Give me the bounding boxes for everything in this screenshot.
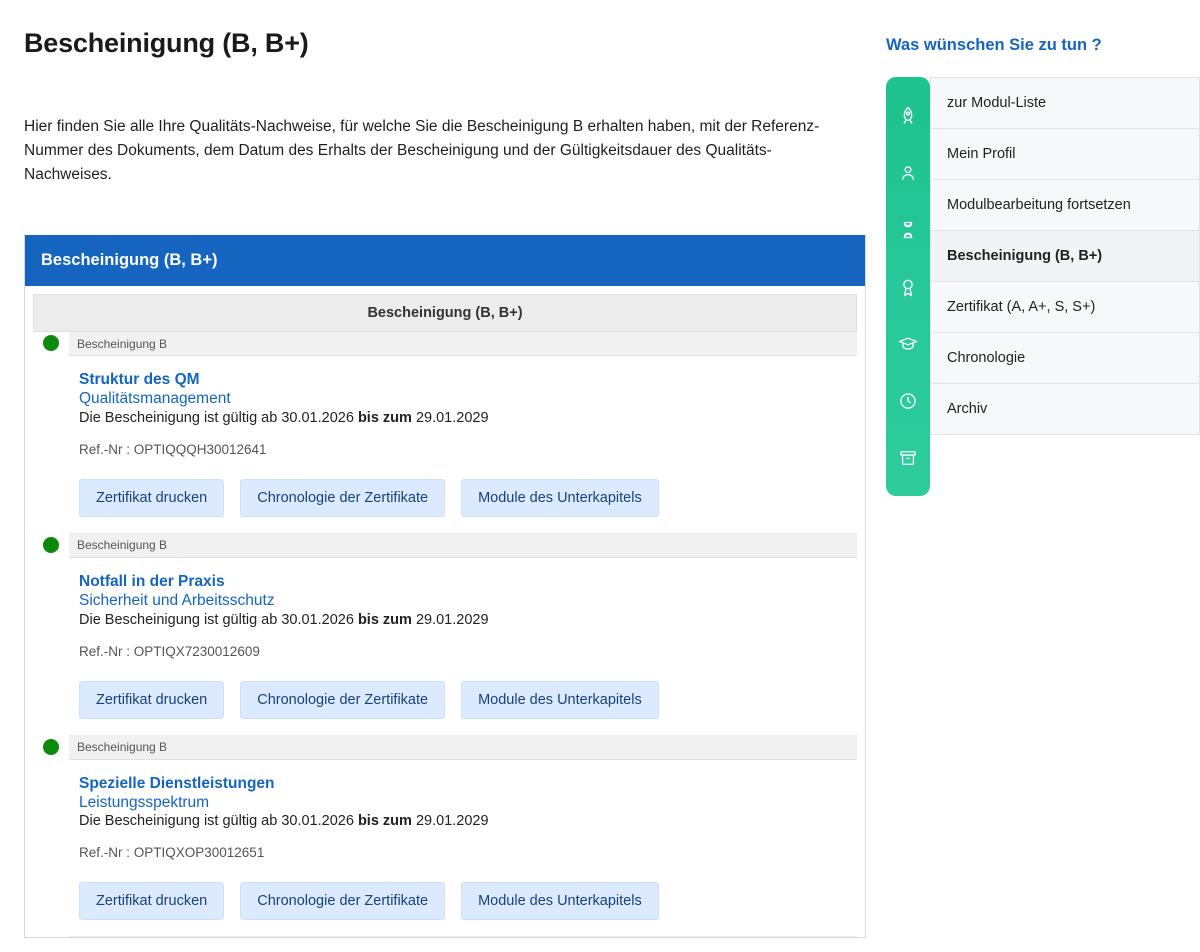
sidebar-item-archiv[interactable]: Archiv	[931, 384, 1199, 434]
validity-prefix: Die Bescheinigung ist gültig ab 30.01.2026	[79, 409, 354, 426]
certificate-validity	[79, 813, 847, 829]
certificate-chronology-button[interactable]: Chronologie der Zertifikate	[240, 479, 445, 517]
print-certificate-button[interactable]: Zertifikat drucken	[79, 479, 224, 517]
certificate-chronology-button[interactable]: Chronologie der Zertifikate	[240, 882, 445, 920]
sidebar-item-bescheinigung[interactable]: Bescheinigung (B, B+)	[931, 231, 1199, 282]
sidebar-title: Was wünschen Sie zu tun ?	[886, 36, 1102, 54]
sidebar-item-list	[930, 77, 1200, 435]
sidebar-menu	[886, 77, 1200, 496]
certificate-reference-number: Ref.-Nr : OPTIQX7230012609	[79, 643, 260, 659]
graduation-cap-icon[interactable]	[886, 315, 930, 372]
certificate-subtitle: Qualitätsmanagement	[79, 390, 231, 408]
sidebar-item-zertifikat[interactable]: Zertifikat (A, A+, S, S+)	[931, 282, 1199, 333]
hourglass-icon[interactable]	[886, 201, 930, 258]
panel-body	[25, 286, 865, 937]
certificate-content	[69, 356, 857, 534]
certificate-subtitle: Sicherheit und Arbeitsschutz	[79, 592, 275, 610]
subchapter-modules-button[interactable]: Module des Unterkapitels	[461, 882, 659, 920]
user-icon[interactable]	[886, 144, 930, 201]
certificate-reference-number: Ref.-Nr : OPTIQXOP30012651	[79, 845, 265, 861]
page-intro-text: Hier finden Sie alle Ihre Qualitäts-Nachweise, für welche Sie die Bescheinigung B erhalten haben, mit der Referenz-Nummer des Dokuments, dem Datum des Erhalts der Bescheinigung und der Gültigkeitsdauer des Qualitäts-Nachweises.	[24, 118, 820, 184]
certificate-actions	[79, 882, 847, 920]
certificates-panel	[24, 235, 866, 938]
certificate-reference-number: Ref.-Nr : OPTIQQQH30012641	[79, 441, 267, 457]
sidebar-item-mein-profil[interactable]: Mein Profil	[931, 129, 1199, 180]
validity-mid: bis zum	[357, 409, 412, 426]
certificate-title: Spezielle Dienstleistungen	[79, 774, 275, 792]
certificate-status-row	[69, 534, 857, 558]
page-title: Bescheinigung (B, B+)	[24, 28, 309, 58]
certificate-content	[69, 760, 857, 938]
status-badge: Bescheinigung B	[77, 336, 168, 351]
validity-prefix: Die Bescheinigung ist gültig ab 30.01.2026	[79, 813, 354, 830]
validity-end: 29.01.2029	[415, 409, 489, 426]
medal-icon[interactable]	[886, 258, 930, 315]
certificate-item	[33, 736, 857, 938]
certificate-status-row	[69, 736, 857, 760]
panel-header: Bescheinigung (B, B+)	[25, 235, 865, 286]
certificate-item	[33, 332, 857, 534]
certificate-title: Struktur des QM	[79, 371, 200, 389]
subchapter-modules-button[interactable]: Module des Unterkapitels	[461, 681, 659, 719]
certificate-validity	[79, 612, 847, 628]
print-certificate-button[interactable]: Zertifikat drucken	[79, 882, 224, 920]
panel-subheader: Bescheinigung (B, B+)	[33, 294, 857, 332]
sidebar	[886, 0, 1200, 496]
sidebar-item-chronologie[interactable]: Chronologie	[931, 333, 1199, 384]
status-badge: Bescheinigung B	[77, 740, 168, 755]
subchapter-modules-button[interactable]: Module des Unterkapitels	[461, 479, 659, 517]
rocket-icon[interactable]	[886, 87, 930, 144]
certificate-title: Notfall in der Praxis	[79, 572, 225, 590]
validity-prefix: Die Bescheinigung ist gültig ab 30.01.2026	[79, 611, 354, 628]
validity-end: 29.01.2029	[415, 611, 489, 628]
validity-mid: bis zum	[357, 611, 412, 628]
certificate-chronology-button[interactable]: Chronologie der Zertifikate	[240, 681, 445, 719]
validity-end: 29.01.2029	[415, 813, 489, 830]
archive-icon[interactable]	[886, 429, 930, 486]
certificate-content	[69, 558, 857, 736]
sidebar-item-modulbearbeitung-fortsetzen[interactable]: Modulbearbeitung fortsetzen	[931, 180, 1199, 231]
status-dot-icon	[43, 335, 59, 351]
certificate-validity	[79, 410, 847, 426]
certificate-status-row	[69, 332, 857, 356]
sidebar-item-modul-liste[interactable]: zur Modul-Liste	[931, 78, 1199, 129]
status-dot-icon	[43, 739, 59, 755]
status-dot-icon	[43, 537, 59, 553]
print-certificate-button[interactable]: Zertifikat drucken	[79, 681, 224, 719]
sidebar-icon-rail	[886, 77, 930, 496]
status-badge: Bescheinigung B	[77, 538, 168, 553]
certificate-actions	[79, 479, 847, 517]
certificate-subtitle: Leistungsspektrum	[79, 793, 210, 811]
certificate-actions	[79, 681, 847, 719]
clock-icon[interactable]	[886, 372, 930, 429]
certificate-item	[33, 534, 857, 736]
validity-mid: bis zum	[357, 813, 412, 830]
